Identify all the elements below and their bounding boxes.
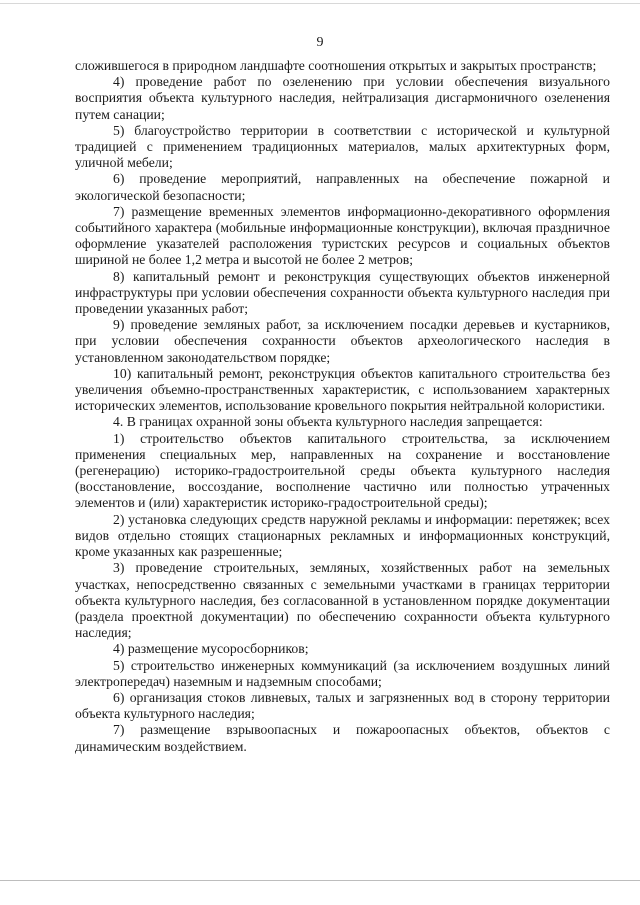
prohibited-item-advertising: 2) установка следующих средств наружной рекламы и информации: перетяжек; всех видов отдельно стоящих стационарных рекламных и информационных конструкций, кроме указанных как разрешенные; <box>75 511 610 560</box>
prohibited-item-hazardous: 7) размещение взрывоопасных и пожароопасных объектов, объектов с динамическим воздействием. <box>75 722 610 754</box>
prohibited-item-utilities: 5) строительство инженерных коммуникаций (за исключением воздушных линий электропередач) наземным и надземным способами; <box>75 657 610 689</box>
document-body <box>75 58 610 755</box>
page-number: 9 <box>316 35 324 50</box>
list-item-earthworks: 9) проведение земляных работ, за исключением посадки деревьев и кустарников, при условии обеспечения сохранности объектов археологического наследия в установленном законодательством порядке; <box>75 317 610 365</box>
prohibited-item-garbage: 4) размещение мусоросборников; <box>113 641 309 657</box>
list-item-landscaping: 4) проведение работ по озеленению при условии обеспечения визуального восприятия объекта культурного наследия, нейтрализация дисгармоничного озеленения путем санации; <box>75 74 610 122</box>
list-item-safety: 6) проведение мероприятий, направленных на обеспечение пожарной и экологической безопасности; <box>75 171 610 203</box>
scan-edge-top <box>0 3 640 4</box>
prohibited-item-works: 3) проведение строительных, земляных, хозяйственных работ на земельных участках, непосредственно связанных с земельными участками в границах территории объекта культурного наследия, без согласованной в установленном порядке документации (раздела проектной документации) по обеспечению сохранности объекта культурного наследия; <box>75 560 610 641</box>
list-item-infrastructure-repair: 8) капитальный ремонт и реконструкция существующих объектов инженерной инфраструктуры при условии обеспечения сохранности объекта культурного наследия при проведении указанных работ; <box>75 268 610 317</box>
list-item-temporary-elements: 7) размещение временных элементов информационно-декоративного оформления событийного характера (мобильные информационные конструкции), включая праздничное оформление указателей расположения туристских ресурсов и социальных объектов шириной не более 1,2 метра и высотой не более 2 метров; <box>75 203 610 268</box>
paragraph-continuation: сложившегося в природном ландшафте соотношения открытых и закрытых пространств; <box>75 58 597 73</box>
section-heading-prohibited: 4. В границах охранной зоны объекта культурного наследия запрещается: <box>113 414 543 430</box>
prohibited-item-construction: 1) строительство объектов капитального строительства, за исключением применения специальных мер, направленных на сохранение и восстановление (регенерацию) историко-градостроительной среды объекта культурного наследия (восстановление, воссоздание, восполнение частично или полностью утраченных элементов и (или) характеристик историко-градостроительной среды); <box>75 430 610 511</box>
scan-edge-bottom <box>0 880 640 881</box>
list-item-capital-repair: 10) капитальный ремонт, реконструкция объектов капитального строительства без увеличения объемно-пространственных характеристик, с использованием характерных исторических элементов, использование кровельного покрытия нейтральной колористики. <box>75 365 610 414</box>
list-item-improvement: 5) благоустройство территории в соответствии с исторической и культурной традицией с применением традиционных материалов, малых архитектурных форм, уличной мебели; <box>75 122 610 171</box>
prohibited-item-drainage: 6) организация стоков ливневых, талых и загрязненных вод в сторону территории объекта культурного наследия; <box>75 689 610 722</box>
